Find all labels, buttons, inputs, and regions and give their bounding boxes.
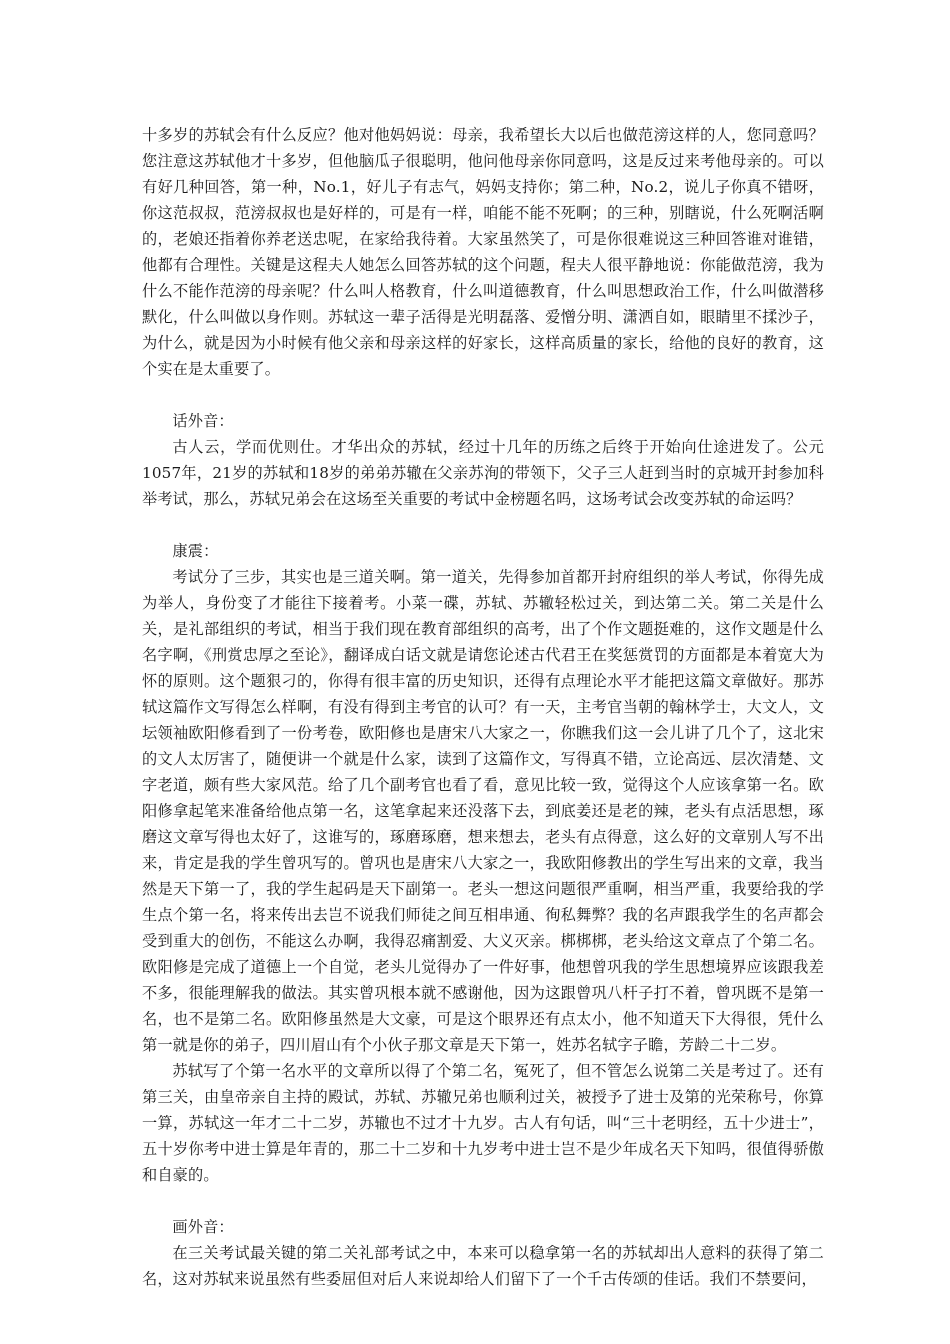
document-page <box>142 122 824 1292</box>
kangzhen-paragraph-2: 苏轼写了个第一名水平的文章所以得了个第二名，冤死了，但不管怎么说第二关是考过了。还有第三关，由皇帝亲自主持的殿试，苏轼、苏辙兄弟也顺利过关，被授予了进士及第的光荣称号，你算一算，苏轼这一年才二十二岁，苏辙也不过才十九岁。古人有句话，叫“三十老明经，五十少进士”，五十岁你考中进士算是年青的，那二十二岁和十九岁考中进士岂不是少年成名天下知吗，很值得骄傲和自豪的。 <box>142 1062 824 1184</box>
speaker-label-voiceover-2: 画外音： <box>172 1218 234 1236</box>
speaker-label-kangzhen: 康震： <box>172 542 219 560</box>
body-paragraph: 十多岁的苏轼会有什么反应？他对他妈妈说：母亲，我希望长大以后也做范滂这样的人，您同意吗？您注意这苏轼他才十多岁，但他脑瓜子很聪明，他问他母亲你同意吗，这是反过来考他母亲的。可以有好几种回答，第一种，No.1，好儿子有志气，妈妈支持你；第二种，No.2，说儿子你真不错呀，你这范叔叔，范滂叔叔也是好样的，可是有一样，咱能不能不死啊；的三种，别瞎说，什么死啊活啊的，老娘还指着你养老送忠呢，在家给我待着。大家虽然笑了，可是你很难说这三种回答谁对谁错，他都有合理性。关键是这程夫人她怎么回答苏轼的这个问题，程夫人很平静地说：你能做范滂，我为什么不能作范滂的母亲呢？什么叫人格教育，什么叫道德教育，什么叫思想政治工作，什么叫做潜移默化，什么叫做以身作则。苏轼这一辈子活得是光明磊落、爱憎分明、潇洒自如，眼睛里不揉沙子，为什么，就是因为小时候有他父亲和母亲这样的好家长，这样高质量的家长，给他的良好的教育，这个实在是太重要了。 <box>142 126 824 378</box>
kangzhen-paragraph: 考试分了三步，其实也是三道关啊。第一道关，先得参加首都开封府组织的举人考试，你得先成为举人，身份变了才能往下接着考。小菜一碟，苏轼、苏辙轻松过关，到达第二关。第二关是什么关，是礼部组织的考试，相当于我们现在教育部组织的高考，出了个作文题挺难的，这作文题是什么名字啊，《刑赏忠厚之至论》，翻译成白话文就是请您论述古代君王在奖惩赏罚的方面都是本着宽大为怀的原则。这个题狠刁的，你得有很丰富的历史知识，还得有点理论水平才能把这篇文章做好。那苏轼这篇作文写得怎么样啊，有没有得到主考官的认可？有一天，主考官当朝的翰林学士，大文人，文坛领袖欧阳修看到了一份考卷，欧阳修也是唐宋八大家之一，你瞧我们这一会儿讲了几个了，这北宋的文人太厉害了，随便讲一个就是什么家，读到了这篇作文，写得真不错，立论高远、层次清楚、文字老道，颇有些大家风范。给了几个副考官也看了看，意见比较一致，觉得这个人应该拿第一名。欧阳修拿起笔来准备给他点第一名，这笔拿起来还没落下去，到底姜还是老的辣，老头有点活思想，琢磨这文章写得也太好了，这谁写的，琢磨琢磨，想来想去，老头有点得意，这么好的文章别人写不出来，肯定是我的学生曾巩写的。曾巩也是唐宋八大家之一，我欧阳修教出的学生写出来的文章，我当然是天下第一了，我的学生起码是天下副第一。老头一想这问题很严重啊，相当严重，我要给我的学生点个第一名，将来传出去岂不说我们师徒之间互相串通、徇私舞弊？我的名声跟我学生的名声都会受到重大的创伤，不能这么办啊，我得忍痛割爱、大义灭亲。梆梆梆，老头给这文章点了个第二名。欧阳修是完成了道德上一个自觉，老头儿觉得办了一件好事，他想曾巩我的学生思想境界应该跟我差不多，很能理解我的做法。其实曾巩根本就不感谢他，因为这跟曾巩八杆子打不着，曾巩既不是第一名，也不是第二名。欧阳修虽然是大文豪，可是这个眼界还有点太小，他不知道天下大得很，凭什么第一就是你的弟子，四川眉山有个小伙子那文章是天下第一，姓苏名轼字子瞻，芳龄二十二岁。 <box>142 568 824 1054</box>
voiceover-paragraph-2: 在三关考试最关键的第二关礼部考试之中，本来可以稳拿第一名的苏轼却出人意料的获得了第二名，这对苏轼来说虽然有些委屈但对后人来说却给人们留下了一个千古传颂的佳话。我们不禁要问， <box>142 1244 824 1288</box>
speaker-label-voiceover: 话外音： <box>172 412 234 430</box>
voiceover-paragraph: 古人云，学而优则仕。才华出众的苏轼，经过十几年的历练之后终于开始向仕途进发了。公元1057年，21岁的苏轼和18岁的弟弟苏辙在父亲苏洵的带领下，父子三人赶到当时的京城开封参加科举考试，那么，苏轼兄弟会在这场至关重要的考试中金榜题名吗，这场考试会改变苏轼的命运吗？ <box>142 438 824 508</box>
